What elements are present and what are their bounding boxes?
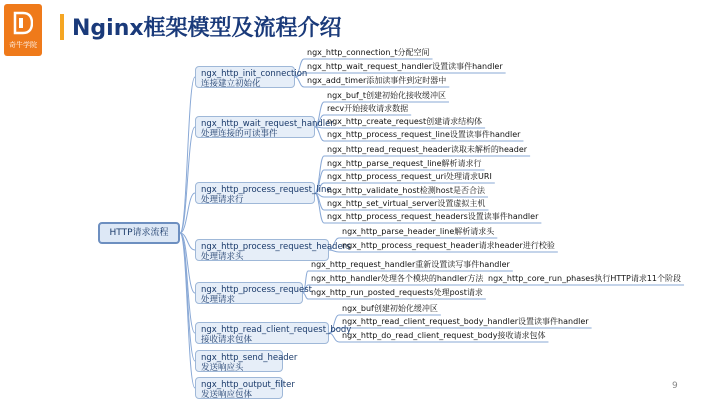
leaf-item: ngx_buf创建初始化缓冲区 bbox=[342, 304, 438, 313]
page-title: Nginx框架模型及流程介绍 bbox=[72, 16, 342, 41]
leaf-item: ngx_buf_t创建初始化接收缓冲区 bbox=[327, 91, 446, 100]
branch-desc: 处理请求行 bbox=[201, 195, 244, 205]
leaf-item: ngx_http_read_client_request_body_handler设置读事件handler bbox=[342, 317, 589, 326]
branch-node bbox=[195, 282, 312, 305]
branch-node bbox=[195, 182, 332, 205]
branch-name: ngx_http_init_connection bbox=[201, 69, 308, 79]
branch-name: ngx_http_process_request bbox=[201, 285, 312, 295]
branch-name: ngx_http_process_request_line bbox=[201, 185, 332, 195]
branch-node bbox=[195, 322, 352, 345]
leaf-item: ngx_http_read_request_header读取未解析的header bbox=[327, 145, 528, 154]
leaf-item: ngx_http_wait_request_handler设置读事件handler bbox=[307, 62, 503, 71]
branch-desc: 接收请求包体 bbox=[201, 335, 253, 345]
leaf-item: ngx_http_parse_request_line解析请求行 bbox=[327, 159, 482, 168]
branch-desc: 发送响应包体 bbox=[201, 390, 253, 400]
branch-desc: 处理请求头 bbox=[201, 252, 244, 262]
leaf-item: ngx_http_create_request创建请求结构体 bbox=[327, 117, 483, 126]
branch-name: ngx_http_wait_request_handler bbox=[201, 119, 334, 129]
branch-name: ngx_http_read_client_request_body bbox=[201, 325, 352, 335]
leaf-item: ngx_http_validate_host检测host是否合法 bbox=[327, 186, 485, 195]
root-branch-connector bbox=[180, 127, 195, 233]
branch-node bbox=[195, 239, 351, 262]
branch-node bbox=[195, 66, 308, 89]
branch-name: ngx_http_send_header bbox=[201, 353, 298, 363]
leaf-item: ngx_http_set_virtual_server设置虚拟主机 bbox=[327, 199, 486, 208]
branch-node bbox=[195, 116, 334, 139]
leaf-item: ngx_http_connection_t分配空间 bbox=[307, 48, 430, 57]
leaf-item: ngx_add_timer添加读事件到定时器中 bbox=[307, 76, 447, 85]
leaf-item: ngx_http_process_request_header请求header进行校验 bbox=[342, 241, 555, 250]
branch-name: ngx_http_output_filter bbox=[201, 380, 295, 390]
leaf-item: ngx_http_do_read_client_request_body接收请求包体 bbox=[342, 331, 546, 340]
branch-desc: 处理连接的可读事件 bbox=[201, 129, 278, 139]
branch-leaf-connector bbox=[315, 193, 324, 223]
branch-node bbox=[195, 377, 295, 400]
leaf-item: ngx_http_process_request_uri处理请求URI bbox=[327, 172, 492, 181]
leaf-item: recv开始接收请求数据 bbox=[327, 104, 409, 113]
leaf-item: ngx_http_request_handler重新设置读写事件handler bbox=[311, 260, 510, 269]
leaf-item: ngx_http_process_request_line设置读事件handler bbox=[327, 130, 521, 139]
leaf-item: ngx_http_run_posted_requests处理post请求 bbox=[311, 288, 483, 297]
branch-name: ngx_http_process_request_headers bbox=[201, 242, 351, 252]
leaf-item: ngx_http_process_request_headers设置读事件handler bbox=[327, 212, 539, 221]
sub-leaf-item: ngx_http_core_run_phases执行HTTP请求11个阶段 bbox=[488, 274, 682, 283]
leaf-item: ngx_http_handler处理各个模块的handler方法 bbox=[311, 274, 484, 283]
page-number: 9 bbox=[672, 381, 678, 391]
logo-text: 奇牛学院 bbox=[9, 41, 37, 49]
branch-leaf-connector bbox=[315, 127, 324, 141]
branch-desc: 处理请求 bbox=[201, 295, 236, 305]
root-node: HTTP请求流程 bbox=[98, 222, 180, 244]
root-branch-connector bbox=[180, 233, 195, 361]
leaf-item: ngx_http_parse_header_line解析请求头 bbox=[342, 227, 495, 236]
branch-node bbox=[195, 350, 298, 373]
branch-desc: 连接建立初始化 bbox=[201, 79, 261, 89]
root-branch-connector bbox=[180, 233, 195, 388]
root-branch-connector bbox=[180, 77, 195, 233]
branch-desc: 发送响应头 bbox=[201, 363, 244, 373]
